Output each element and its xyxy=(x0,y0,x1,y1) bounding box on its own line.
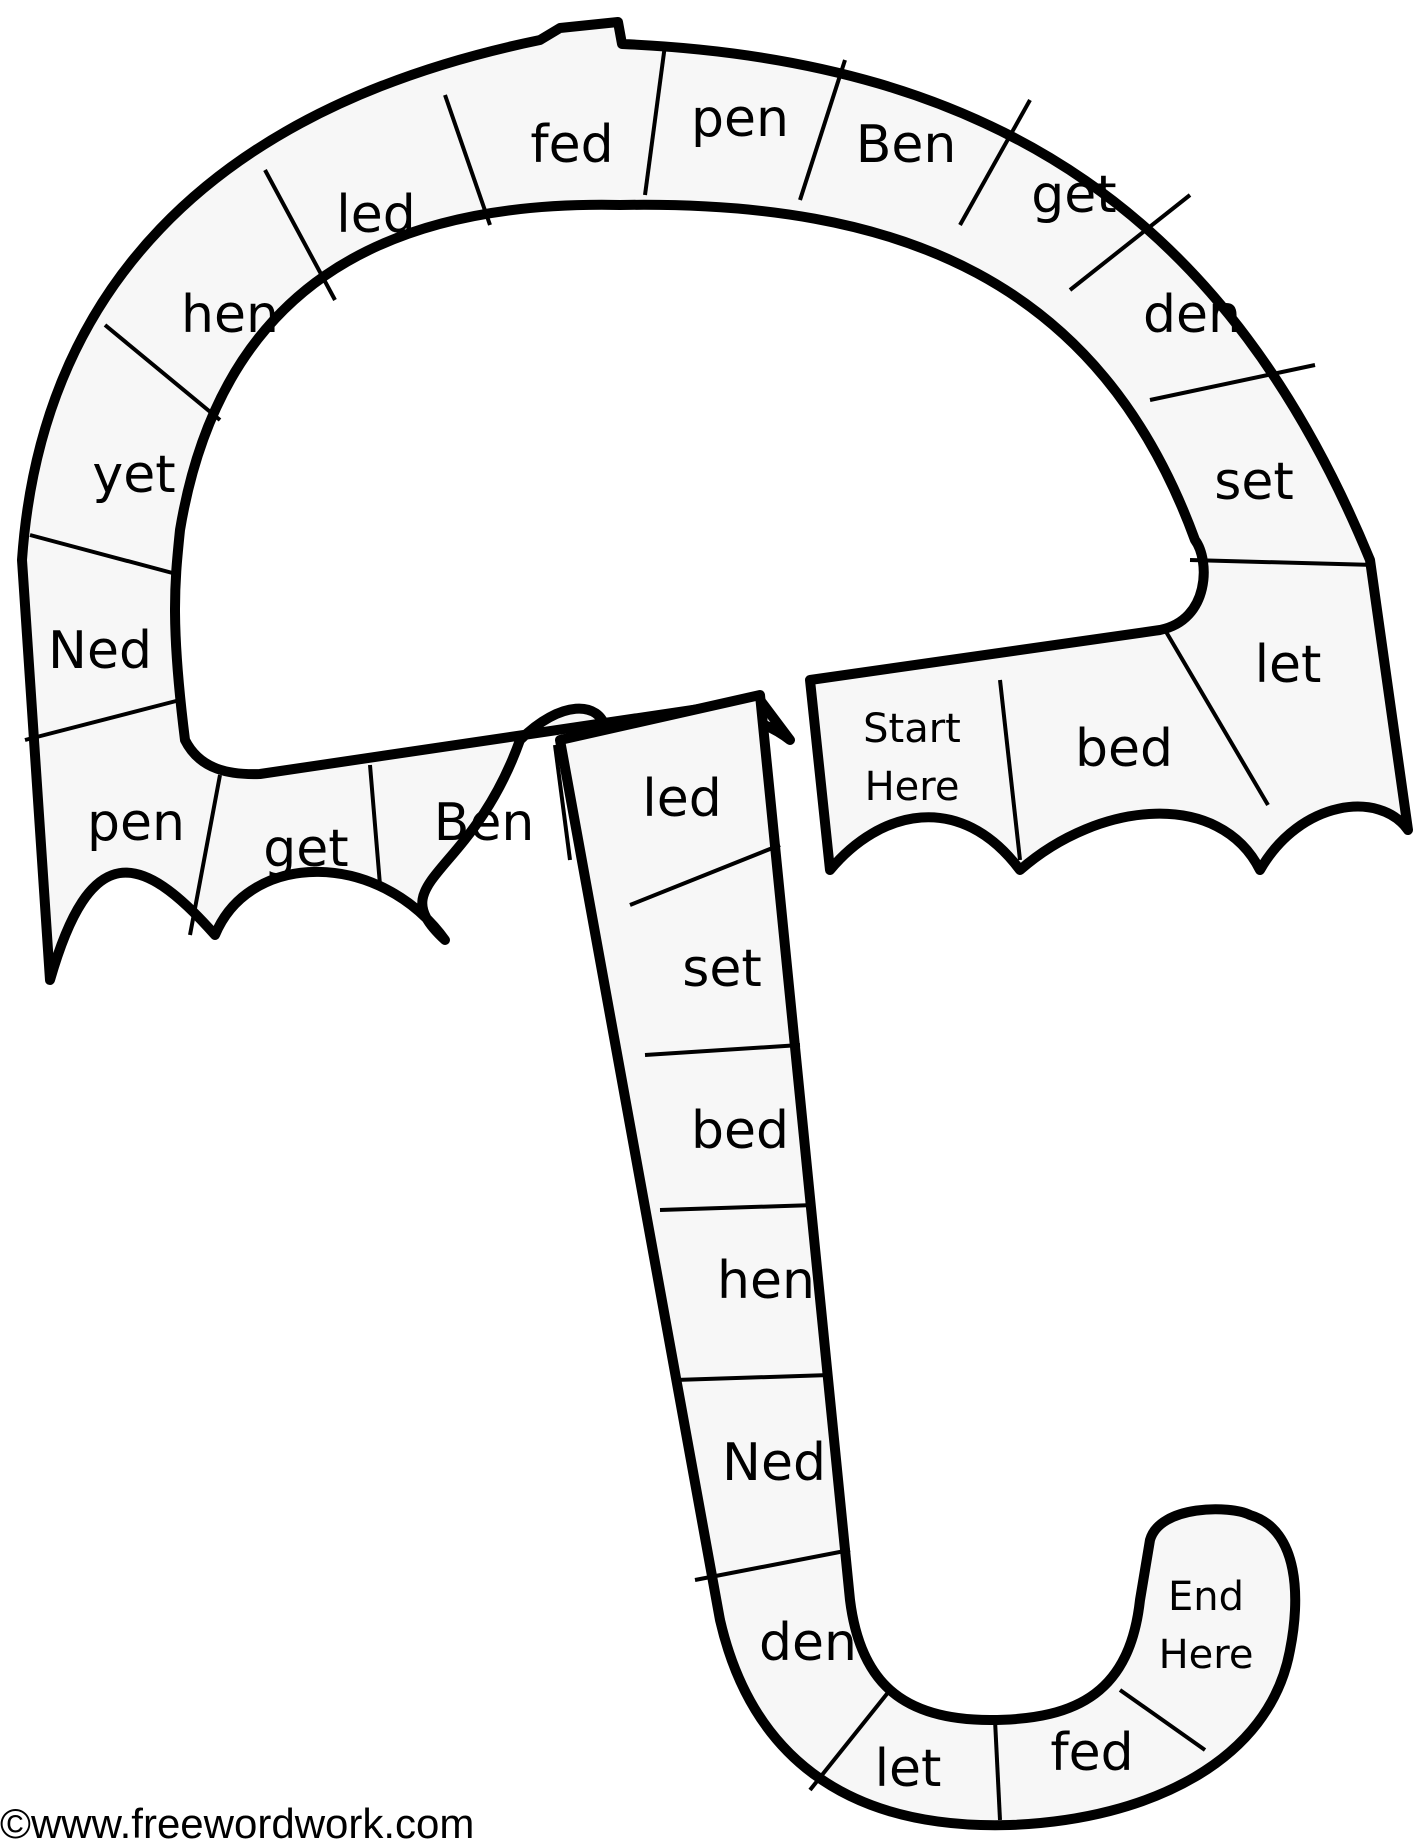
board-space: den xyxy=(759,1613,857,1673)
board-space: fed xyxy=(1050,1723,1134,1783)
board-space: fed xyxy=(530,115,614,175)
board-space: Ben xyxy=(433,793,535,853)
board-space: set xyxy=(1214,452,1294,512)
board-space: set xyxy=(682,939,762,999)
board-space: hen xyxy=(181,285,279,345)
board-space: Ben xyxy=(855,115,957,175)
board-space: Ned xyxy=(48,621,152,681)
board-space: yet xyxy=(92,445,176,505)
start-label-line2: Here xyxy=(864,764,960,810)
copyright-text: ©www.freewordwork.com xyxy=(0,1800,475,1847)
board-space: bed xyxy=(1074,719,1174,779)
board-space: get xyxy=(1031,165,1117,225)
board-space: pen xyxy=(87,793,185,853)
end-label-line2: Here xyxy=(1158,1632,1254,1678)
board-space: hen xyxy=(717,1251,815,1311)
start-label-line1: Start xyxy=(863,706,961,752)
board-space: let xyxy=(874,1739,942,1799)
board-space: pen xyxy=(691,89,789,149)
board-space: den xyxy=(1143,285,1241,345)
board-space: Ned xyxy=(722,1433,826,1493)
board-space: led xyxy=(336,185,416,245)
end-label-line1: End xyxy=(1167,1574,1245,1620)
board-space: get xyxy=(263,819,349,879)
board-space: bed xyxy=(690,1101,790,1161)
board-space: led xyxy=(642,769,722,829)
board-space: let xyxy=(1254,635,1322,695)
